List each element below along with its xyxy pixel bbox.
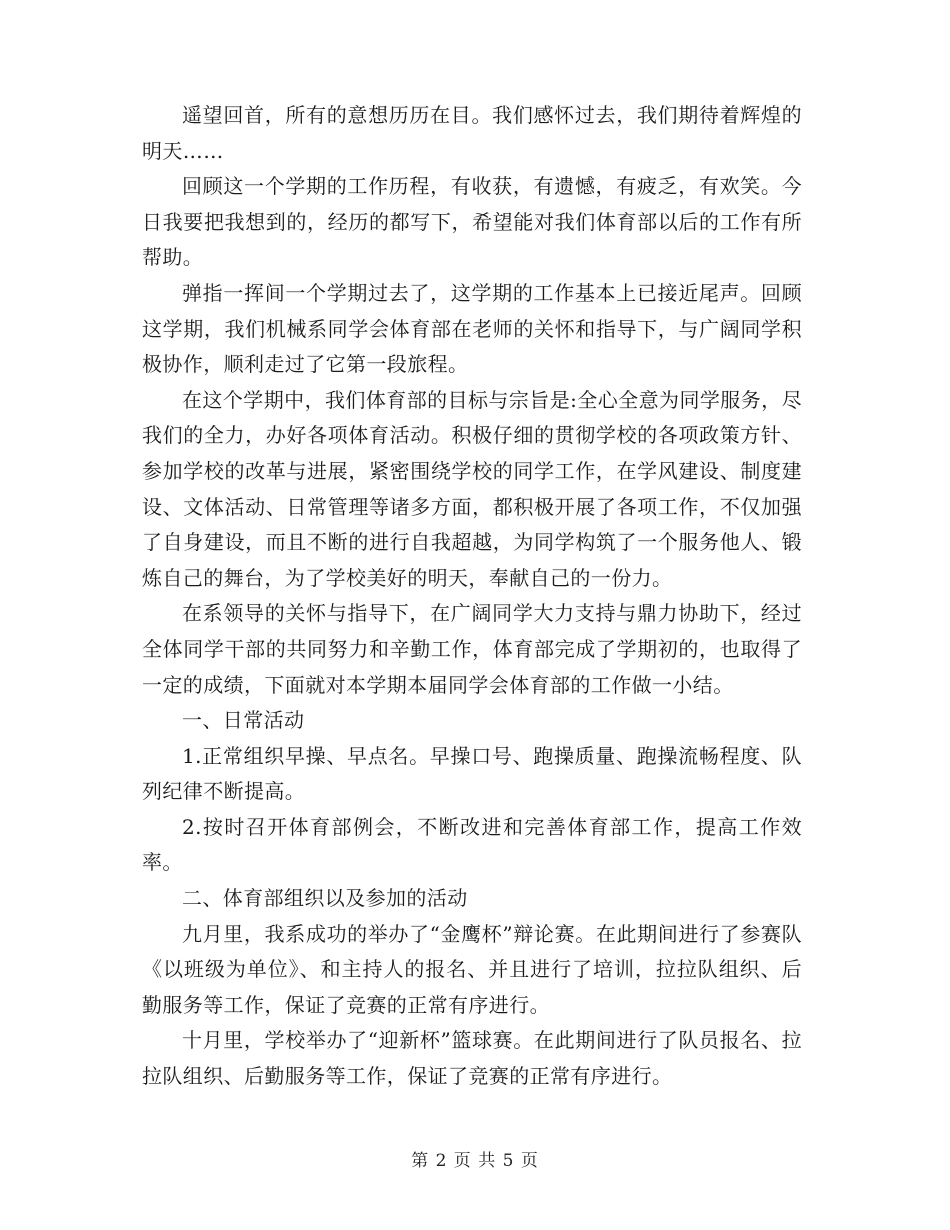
- document-body: [142, 98, 802, 1095]
- paragraph-october: 十月里，学校举办了“迎新杯”篮球赛。在此期间进行了队员报名、拉拉队组织、后勤服务等工作，保证了竞赛的正常有序进行。: [142, 1028, 802, 1089]
- paragraph-semester: 弹指一挥间一个学期过去了，这学期的工作基本上已接近尾声。回顾这学期，我们机械系同学会体育部在老师的关怀和指导下，与广阔同学积极协作，顺利走过了它第一段旅程。: [142, 280, 802, 377]
- paragraph-goals: 在这个学期中，我们体育部的目标与宗旨是:全心全意为同学服务，尽我们的全力，办好各项体育活动。积极仔细的贯彻学校的各项政策方针、参加学校的改革与进展，紧密围绕学校的同学工作，在学风建设、制度建设、文体活动、日常管理等诸多方面，都积极开展了各项工作，不仅加强了自身建设，而且不断的进行自我超越，为同学构筑了一个服务他人、锻炼自己的舞台，为了学校美好的明天，奉献自己的一份力。: [142, 387, 802, 590]
- section-heading-daily: 一、日常活动: [182, 708, 305, 733]
- list-item-morning-exercise: 1.正常组织早操、早点名。早操口号、跑操质量、跑操流畅程度、队列纪律不断提高。: [142, 743, 802, 804]
- paragraph-summary: 在系领导的关怀与指导下，在广阔同学大力支持与鼎力协助下，经过全体同学干部的共同努力和辛勤工作，体育部完成了学期初的，也取得了一定的成绩，下面就对本学期本届同学会体育部的工作做一小结。: [142, 601, 802, 697]
- paragraph-review: 回顾这一个学期的工作历程，有收获，有遗憾，有疲乏，有欢笑。今日我要把我想到的，经历的都写下，希望能对我们体育部以后的工作有所帮助。: [142, 174, 802, 270]
- page-number: 第 2 页 共 5 页: [411, 1151, 539, 1171]
- list-item-meetings: 2.按时召开体育部例会，不断改进和完善体育部工作，提高工作效率。: [142, 814, 802, 875]
- section-heading-activities: 二、体育部组织以及参加的活动: [182, 886, 468, 911]
- paragraph-september: 九月里，我系成功的举办了“金鹰杯”辩论赛。在此期间进行了参赛队《以班级为单位》、和主持人的报名、并且进行了培训，拉拉队组织、后勤服务等工作，保证了竞赛的正常有序进行。: [142, 921, 802, 1017]
- paragraph-intro: 遥望回首，所有的意想历历在目。我们感怀过去，我们期待着辉煌的明天……: [142, 103, 802, 163]
